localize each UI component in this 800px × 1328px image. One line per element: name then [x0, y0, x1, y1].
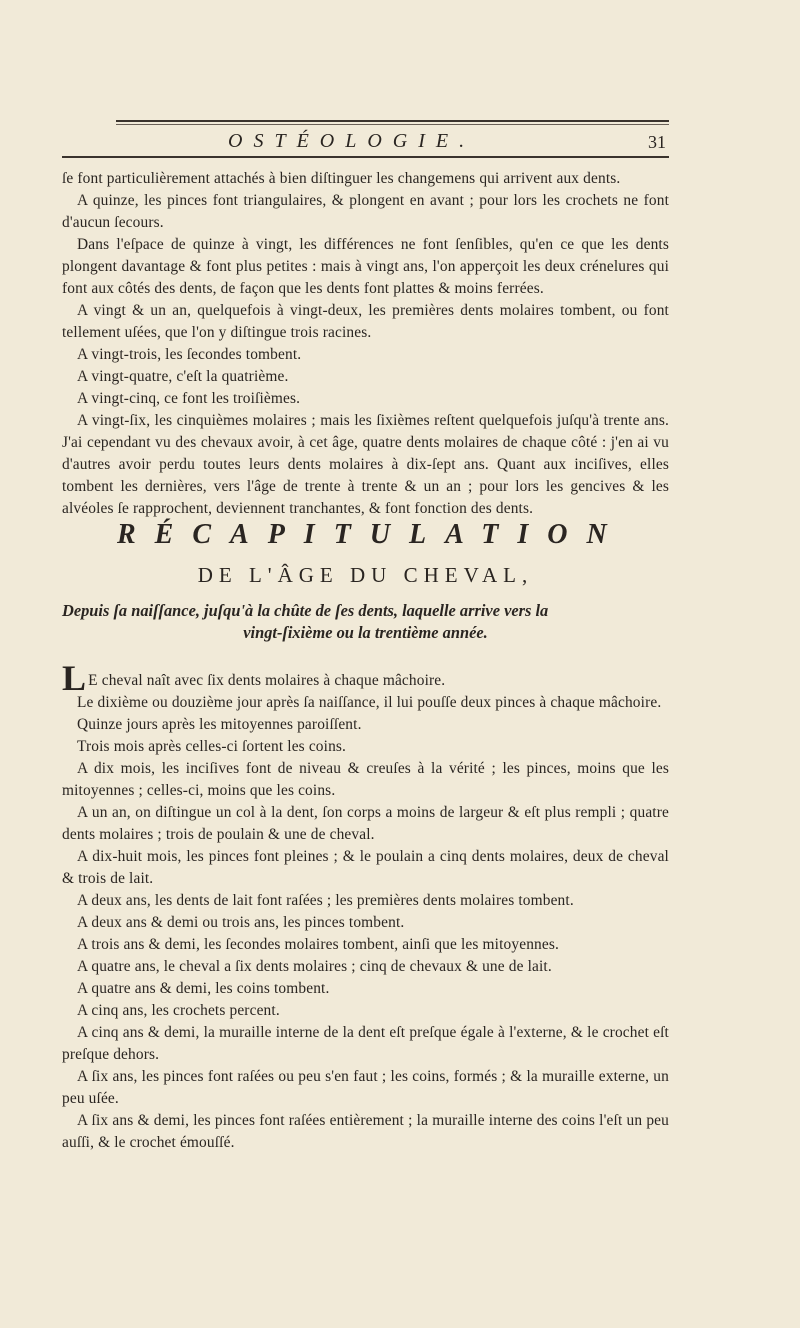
recap-paragraph: A trois ans & demi, les ſecondes molaires tombent, ainſi que les mitoyennes.	[77, 936, 560, 953]
italic-heading-line-2: vingt-ſixième ou la trentième année.	[243, 623, 488, 642]
first-paragraph-text: E cheval naît avec ſix dents molaires à chaque mâchoire.	[88, 672, 446, 689]
recap-paragraph: A cinq ans & demi, la muraille interne de la dent eſt preſque égale à l'externe, & le crochet eſt preſque dehors.	[62, 1024, 669, 1063]
header-rule-bottom	[62, 156, 669, 158]
recap-first-paragraph	[62, 658, 669, 698]
recap-paragraph: Trois mois après celles-ci ſortent les coins.	[77, 738, 347, 755]
intro-paragraph: A vingt & un an, quelquefois à vingt-deux, les premières dents molaires tombent, ou font tellement uſées, que l'on y diſtingue trois racines.	[62, 302, 669, 341]
intro-paragraph: A vingt-ſix, les cinquièmes molaires ; mais les ſixièmes reſtent quelquefois juſqu'à trente ans. J'ai cependant vu des chevaux avoir, à cet âge, quatre dents molaires de chaque côté : j'en ai vu d'autres avoir perdu toutes leurs dents molaires à dix-ſept ans. Quant aux inciſives, elles tombent les dernières, vers l'âge de trente à trente & un an ; pour lors les gencives & les alvéoles ſe rapprochent, deviennent tranchantes, & font fonction des dents.	[62, 412, 669, 517]
recap-paragraph: A ſix ans, les pinces font raſées ou peu s'en faut ; les coins, formés ; & la muraille externe, un peu uſée.	[62, 1068, 669, 1107]
intro-paragraph: A vingt-cinq, ce font les troiſièmes.	[77, 390, 301, 407]
recap-paragraph: Le dixième ou douzième jour après ſa naiſſance, il lui pouſſe deux pinces à chaque mâchoire.	[77, 694, 662, 711]
page-number: 31	[648, 132, 666, 152]
intro-text-block	[62, 168, 669, 520]
recap-paragraph: A cinq ans, les crochets percent.	[77, 1002, 280, 1019]
recap-subtitle: DE L'ÂGE DU CHEVAL,	[197, 563, 534, 587]
running-title: OSTÉOLOGIE.	[228, 130, 476, 152]
recap-paragraph: A ſix ans & demi, les pinces font raſées entièrement ; la muraille interne des coins l'eſt un peu auſſi, & le crochet émouſſé.	[62, 1112, 669, 1151]
recap-paragraph: Quinze jours après les mitoyennes paroiſſent.	[77, 716, 362, 733]
recap-italic-heading	[62, 600, 669, 644]
recap-paragraph: A un an, on diſtingue un col à la dent, ſon corps a moins de largeur & eſt plus rempli ; quatre dents molaires ; trois de poulain & une de cheval.	[62, 804, 669, 843]
recap-paragraph: A deux ans & demi ou trois ans, les pinces tombent.	[77, 914, 405, 931]
header-rule-top-thin	[116, 124, 669, 125]
italic-heading-line-1: Depuis ſa naiſſance, juſqu'à la chûte de ſes dents, laquelle arrive vers la	[62, 601, 549, 620]
header-rule-top	[116, 120, 669, 122]
recap-text-block	[62, 658, 669, 1154]
intro-paragraph: Dans l'eſpace de quinze à vingt, les différences ne font ſenſibles, qu'en ce que les dents plongent davantage & font plus petites : mais à vingt ans, l'on apperçoit les deux crénelures qui font aux côtés des dents, de façon que les dents font plattes & moins ferrées.	[62, 236, 669, 297]
recap-paragraph: A dix-huit mois, les pinces font pleines ; & le poulain a cinq dents molaires, deux de cheval & trois de lait.	[62, 848, 669, 887]
recap-paragraph: A deux ans, les dents de lait font raſées ; les premières dents molaires tombent.	[77, 892, 574, 909]
intro-paragraph: A vingt-quatre, c'eſt la quatrième.	[77, 368, 289, 385]
intro-paragraph: A vingt-trois, les ſecondes tombent.	[77, 346, 302, 363]
intro-paragraph: A quinze, les pinces font triangulaires, & plongent en avant ; pour lors les crochets ne font d'aucun ſecours.	[62, 192, 669, 231]
recap-title: RÉCAPITULATION	[117, 519, 626, 550]
recap-paragraph: A dix mois, les inciſives font de niveau & creuſes à la vérité ; les pinces, moins que les mitoyennes ; celles-ci, moins que les coins.	[62, 760, 669, 799]
recap-paragraph: A quatre ans & demi, les coins tombent.	[77, 980, 330, 997]
drop-cap: L	[62, 658, 87, 698]
recap-paragraph: A quatre ans, le cheval a ſix dents molaires ; cinq de chevaux & une de lait.	[77, 958, 552, 975]
intro-paragraph: ſe font particulièrement attachés à bien diſtinguer les changemens qui arrivent aux dents.	[62, 170, 621, 187]
